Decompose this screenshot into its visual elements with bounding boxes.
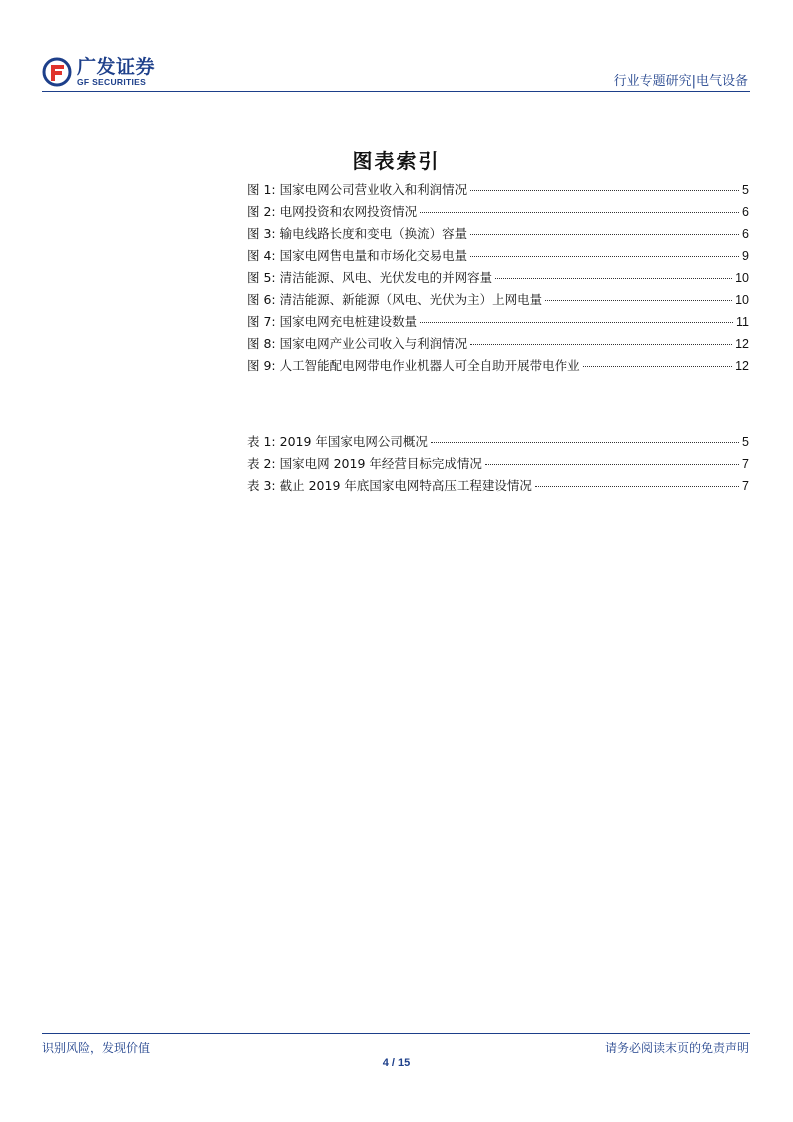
toc-item-page: 12 [735,359,749,373]
toc-item-label: 图 6: [247,292,276,307]
toc-item[interactable] [247,454,749,476]
toc-item[interactable] [247,432,749,454]
toc-item[interactable] [247,476,749,498]
toc-item-title: 国家电网产业公司收入与利润情况 [279,336,468,351]
toc-item-title: 输电线路长度和变电（换流）容量 [279,226,468,241]
footer-disclaimer-note: 请务必阅读末页的免责声明 [604,1041,749,1055]
toc-item[interactable] [247,312,749,334]
toc-leader-dots [485,464,739,465]
page-header [42,50,750,92]
toc-item-label: 表 1: [247,434,276,449]
toc-item[interactable] [247,356,749,378]
company-logo [42,54,155,90]
toc-item-title: 电网投资和农网投资情况 [279,204,418,219]
toc-item-label: 图 3: [247,226,276,241]
toc-item-page: 7 [742,457,749,471]
toc-item-title: 清洁能源、新能源（风电、光伏为主）上网电量 [279,292,543,307]
toc-item-page: 6 [742,227,749,241]
toc-leader-dots [470,234,739,235]
toc-leader-dots [535,486,739,487]
toc-item-label: 图 2: [247,204,276,219]
figure-index-list [247,180,749,378]
page-title: 图表索引 [352,149,441,173]
toc-item-label: 图 4: [247,248,276,263]
logo-chinese-name: 广发证券 [77,56,156,78]
toc-leader-dots [545,300,732,301]
toc-leader-dots [420,212,739,213]
toc-item-title: 截止 2019 年底国家电网特高压工程建设情况 [279,478,532,493]
page-number: 4 / 15 [382,1057,411,1069]
toc-item-page: 12 [735,337,749,351]
toc-item-label: 图 8: [247,336,276,351]
toc-item-title: 国家电网公司营业收入和利润情况 [279,182,468,197]
gf-logo-icon [42,57,72,87]
toc-item-page: 7 [742,479,749,493]
toc-item[interactable] [247,202,749,224]
toc-item-title: 国家电网售电量和市场化交易电量 [279,248,468,263]
toc-item-page: 6 [742,205,749,219]
toc-item-label: 图 1: [247,182,276,197]
toc-item-page: 10 [735,293,749,307]
toc-item-page: 5 [742,183,749,197]
toc-leader-dots [431,442,739,443]
toc-leader-dots [495,278,732,279]
toc-item-label: 表 2: [247,456,276,471]
toc-item-label: 表 3: [247,478,276,493]
toc-item-page: 9 [742,249,749,263]
logo-english-name: GF SECURITIES [77,77,147,87]
toc-item[interactable] [247,268,749,290]
toc-item[interactable] [247,224,749,246]
toc-item-title: 国家电网充电桩建设数量 [279,314,418,329]
footer-slogan: 识别风险，发现价值 [42,1041,151,1055]
toc-leader-dots [470,190,739,191]
header-divider [42,91,750,92]
toc-item-label: 图 7: [247,314,276,329]
toc-leader-dots [420,322,733,323]
toc-item-title: 清洁能源、风电、光伏发电的并网容量 [279,270,493,285]
toc-item-label: 图 5: [247,270,276,285]
toc-item[interactable] [247,180,749,202]
toc-item-title: 2019 年国家电网公司概况 [279,434,428,449]
toc-item-page: 10 [735,271,749,285]
toc-item-label: 图 9: [247,358,276,373]
toc-item-title: 人工智能配电网带电作业机器人可全自助开展带电作业 [279,358,580,373]
toc-item-title: 国家电网 2019 年经营目标完成情况 [279,456,482,471]
toc-leader-dots [470,256,739,257]
toc-item-page: 11 [736,315,749,329]
toc-leader-dots [470,344,732,345]
toc-item[interactable] [247,334,749,356]
table-index-list [247,432,749,498]
toc-leader-dots [583,366,732,367]
toc-item-page: 5 [742,435,749,449]
footer-divider [42,1033,750,1034]
toc-item[interactable] [247,246,749,268]
toc-item[interactable] [247,290,749,312]
report-category: 行业专题研究|电气设备 [613,74,748,89]
